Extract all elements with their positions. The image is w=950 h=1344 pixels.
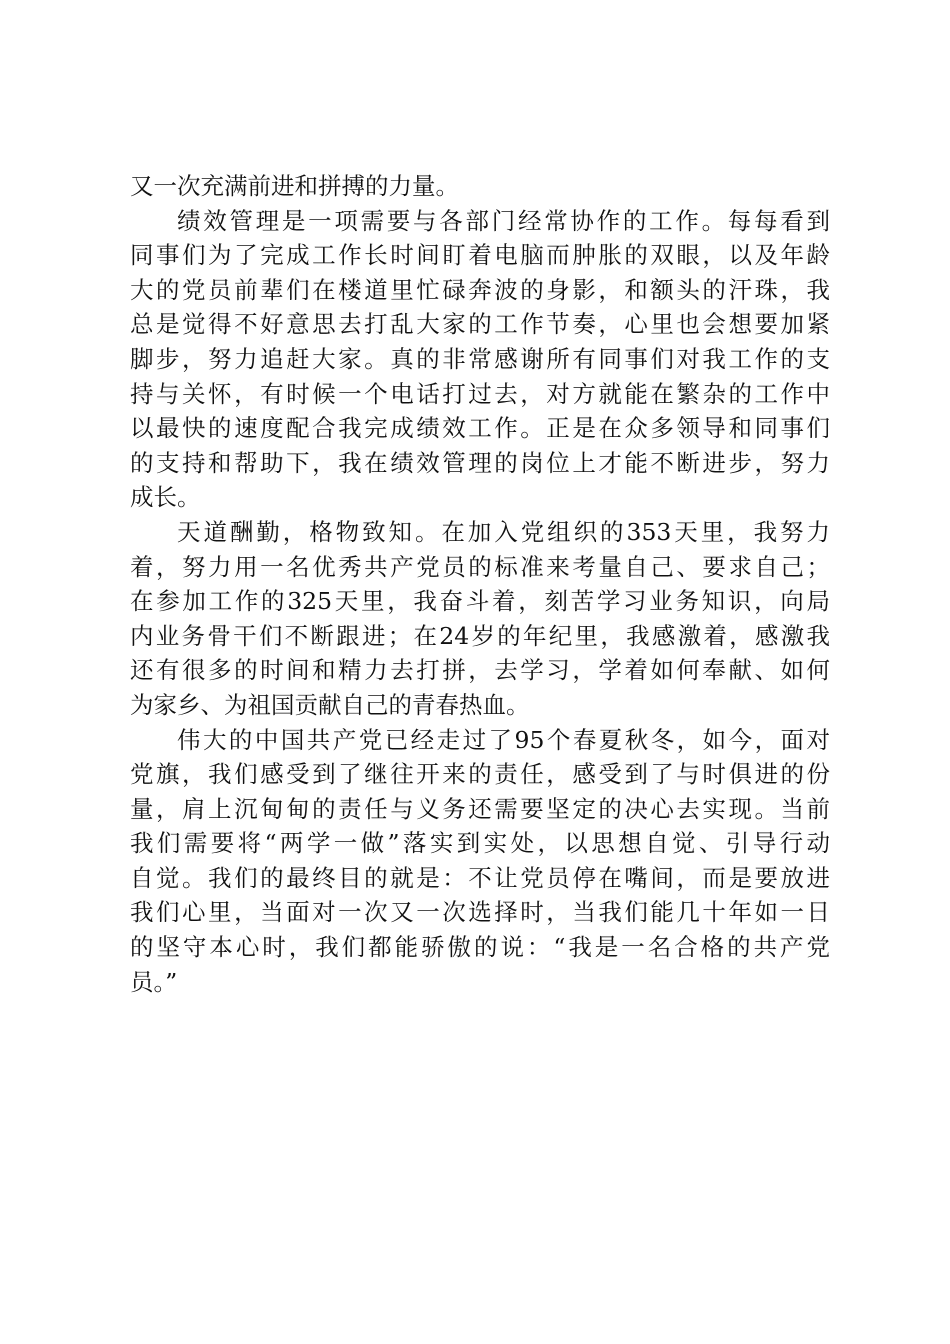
text-line: 内业务骨干们不断跟进；在24岁的年纪里，我感激着，感激我 <box>130 621 830 650</box>
text-line: 还有很多的时间和精力去打拼，去学习，学着如何奉献、如何 <box>130 656 830 685</box>
text-line: 自觉。我们的最终目的就是：不让党员停在嘴间，而是要放进 <box>130 863 830 892</box>
text-line: 党旗，我们感受到了继往开来的责任，感受到了与时俱进的份 <box>130 760 830 789</box>
text-line: 为家乡、为祖国贡献自己的青春热血。 <box>130 690 530 719</box>
text-line: 同事们为了完成工作长时间盯着电脑而肿胀的双眼，以及年龄 <box>130 241 830 270</box>
text-line: 天道酬勤，格物致知。在加入党组织的353天里，我努力 <box>177 517 830 546</box>
text-line: 在参加工作的325天里，我奋斗着，刻苦学习业务知识，向局 <box>130 587 830 616</box>
text-line: 我们需要将“两学一做”落实到实处，以思想自觉、引导行动 <box>130 829 830 858</box>
text-line: 员。” <box>130 967 178 996</box>
text-line: 成长。 <box>130 483 201 512</box>
text-line: 我们心里，当面对一次又一次选择时，当我们能几十年如一日 <box>130 898 830 927</box>
text-line: 量，肩上沉甸甸的责任与义务还需要坚定的决心去实现。当前 <box>130 794 830 823</box>
text-line: 又一次充满前进和拼搏的力量。 <box>130 172 459 200</box>
text-line: 的支持和帮助下，我在绩效管理的岗位上才能不断进步，努力 <box>130 448 830 477</box>
text-line: 大的党员前辈们在楼道里忙碌奔波的身影，和额头的汗珠，我 <box>130 275 830 304</box>
text-line: 伟大的中国共产党已经走过了95个春夏秋冬，如今，面对 <box>177 725 830 754</box>
text-line: 绩效管理是一项需要与各部门经常协作的工作。每每看到 <box>177 206 830 235</box>
text-line: 以最快的速度配合我完成绩效工作。正是在众多领导和同事们 <box>130 414 830 443</box>
text-line: 总是觉得不好意思去打乱大家的工作节奏，心里也会想要加紧 <box>130 310 830 339</box>
text-line: 脚步，努力追赶大家。真的非常感谢所有同事们对我工作的支 <box>130 344 830 373</box>
text-line: 着，努力用一名优秀共产党员的标准来考量自己、要求自己； <box>130 552 830 581</box>
text-line: 的坚守本心时，我们都能骄傲的说：“我是一名合格的共产党 <box>130 933 830 962</box>
body-text <box>130 169 830 999</box>
text-line: 持与关怀，有时候一个电话打过去，对方就能在繁杂的工作中 <box>130 379 830 408</box>
